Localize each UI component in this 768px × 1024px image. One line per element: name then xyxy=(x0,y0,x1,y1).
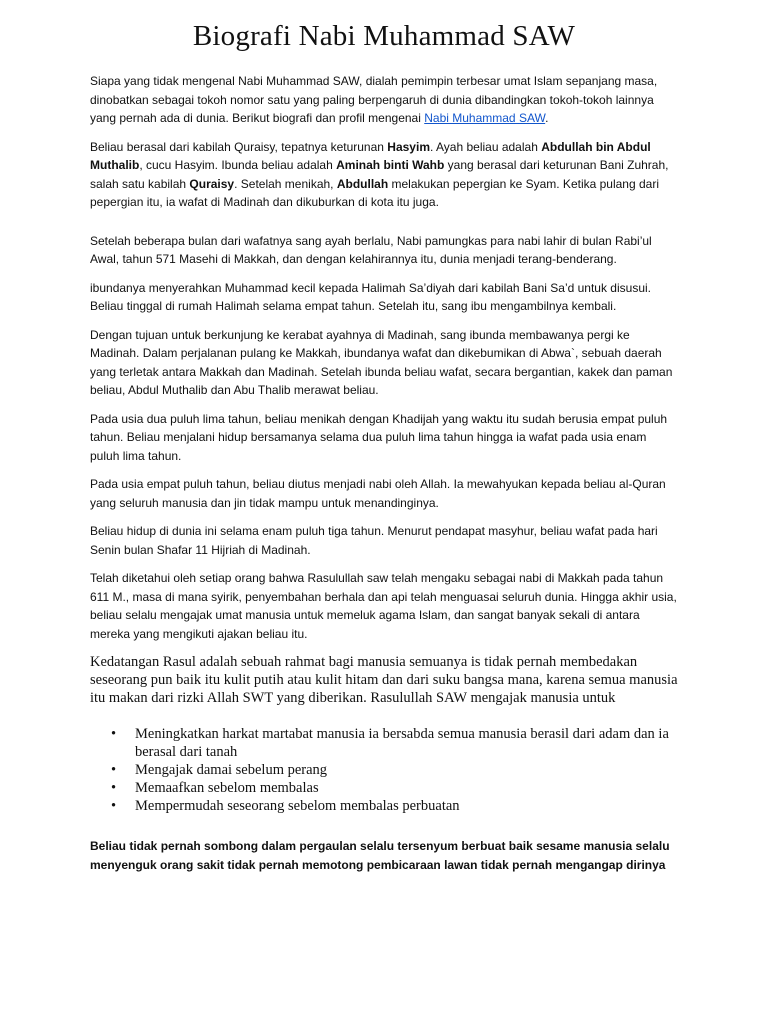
paragraph-madinah: Dengan tujuan untuk berkunjung ke kerabat ayahnya di Madinah, sang ibunda membawanya pergi ke Madinah. Dalam perjalanan pulang ke Makkah, ibundanya wafat dan dikebumikan di Abwa`, sebuah daerah yang terletak antara Makkah dan Madinah. Setelah ibunda beliau wafat, secara bergantian, kakek dan paman beliau, Abdul Muthalib dan Abu Thalib merawat beliau. xyxy=(90,327,673,397)
lineage-bold-quraisy: Quraisy xyxy=(189,176,235,191)
list-item xyxy=(111,797,678,815)
intro-end: . xyxy=(545,111,549,125)
list-item xyxy=(111,761,678,779)
lineage-text-5: . Setelah menikah, xyxy=(234,176,337,191)
paragraph-halimah: ibundanya menyerahkan Muhammad kecil kepada Halimah Sa’diyah dari kabilah Bani Sa’d untuk disusui. Beliau tinggal di rumah Halimah selama empat tahun. Setelah itu, sang ibu mengambilnya kembali. xyxy=(90,280,651,313)
paragraph-khadijah: Pada usia dua puluh lima tahun, beliau menikah dengan Khadijah yang waktu itu sudah berusia empat puluh tahun. Beliau menjalani hidup bersamanya selama dua puluh lima tahun hingga ia wafat pada usia enam puluh lima tahun. xyxy=(90,411,668,463)
lineage-text-6: melakukan pepergian ke Syam. Ketika pulang dari pepergian itu, ia wafat di Madinah dan dikuburkan di kota itu juga. xyxy=(90,176,659,209)
bullet-icon: • xyxy=(111,726,117,742)
list-item-text: Memaafkan sebelom membalas xyxy=(135,780,319,796)
bullet-icon: • xyxy=(111,780,117,796)
paragraph-dakwah: Telah diketahui oleh setiap orang bahwa Rasulullah saw telah mengaku sebagai nabi di Makkah pada tahun 611 M., masa di mana syirik, penyembahan berhala dan api telah menguasai seluruh dunia. Hingga akhir usia, beliau selalu mengajak umat manusia untuk memeluk agama Islam, dan sangat banyak sekali di antara mereka yang mengikuti ajakan beliau itu. xyxy=(90,571,677,641)
paragraph-intro xyxy=(90,72,678,128)
list-item xyxy=(111,725,678,761)
list-item-text: Meningkatkan harkat martabat manusia ia bersabda semua manusia berasil dari adam dan ia berasal dari tanah xyxy=(135,726,669,760)
paragraph-birth: Setelah beberapa bulan dari wafatnya sang ayah berlalu, Nabi pamungkas para nabi lahir di bulan Rabi’ul Awal, tahun 571 Masehi di Makkah, dan dengan kelahirannya itu, dunia menjadi terang-benderang. xyxy=(90,233,652,266)
lineage-bold-abdullah: Abdullah xyxy=(336,176,389,191)
paragraph-rahmat: Kedatangan Rasul adalah sebuah rahmat bagi manusia semuanya is tidak pernah membedakan seseorang pun baik itu kulit putih atau kulit hitam dan dari suku bangsa mana, karena semua manusia itu makan dari rizki Allah SWT yang diberikan. Rasulullah SAW mengajak manusia untuk xyxy=(90,654,678,706)
lineage-text-1: Beliau berasal dari kabilah Quraisy, tepatnya keturunan xyxy=(90,139,388,154)
lineage-bold-abdullah-full: Abdullah bin Abdul Muthalib xyxy=(90,139,651,172)
lineage-bold-hasyim: Hasyim xyxy=(387,139,430,154)
nabi-muhammad-link[interactable]: Nabi Muhammad SAW xyxy=(424,111,546,125)
list-item-text: Mengajak damai sebelum perang xyxy=(135,762,328,778)
lineage-text-3: , cucu Hasyim. Ibunda beliau adalah xyxy=(139,158,337,172)
teachings-list xyxy=(90,725,678,815)
list-item-text: Mempermudah seseorang sebelom membalas perbuatan xyxy=(135,798,460,814)
lineage-text-2: . Ayah beliau adalah xyxy=(430,139,542,154)
paragraph-death: Beliau hidup di dunia ini selama enam puluh tiga tahun. Menurut pendapat masyhur, beliau wafat pada hari Senin bulan Shafar 11 Hijriah di Madinah. xyxy=(90,524,658,557)
bullet-icon: • xyxy=(111,762,117,778)
paragraph-lineage xyxy=(90,138,678,212)
paragraph-character: Beliau tidak pernah sombong dalam pergaulan selalu tersenyum berbuat baik sesame manusia selalu menyenguk orang sakit tidak pernah memotong pembicaraan lawan tidak pernah mengangap dirinya xyxy=(90,839,670,872)
page-title: Biografi Nabi Muhammad SAW xyxy=(192,20,576,52)
paragraph-prophethood: Pada usia empat puluh tahun, beliau diutus menjadi nabi oleh Allah. Ia mewahyukan kepada beliau al-Quran yang seluruh manusia dan jin tidak mampu untuk menandinginya. xyxy=(90,477,666,510)
lineage-bold-aminah: Aminah binti Wahb xyxy=(336,158,445,172)
intro-text: Siapa yang tidak mengenal Nabi Muhammad SAW, dialah pemimpin terbesar umat Islam sepanjang masa, dinobatkan sebagai tokoh nomor satu yang paling berpengaruh di dunia dibandingkan tokoh-tokoh lainnya yang pernah ada di dunia. Berikut biografi dan profil mengenai xyxy=(90,74,658,125)
list-item xyxy=(111,779,678,797)
lineage-text-4: yang berasal dari keturunan Bani Zuhrah, salah satu kabilah xyxy=(90,158,669,191)
bullet-icon: • xyxy=(111,798,117,814)
